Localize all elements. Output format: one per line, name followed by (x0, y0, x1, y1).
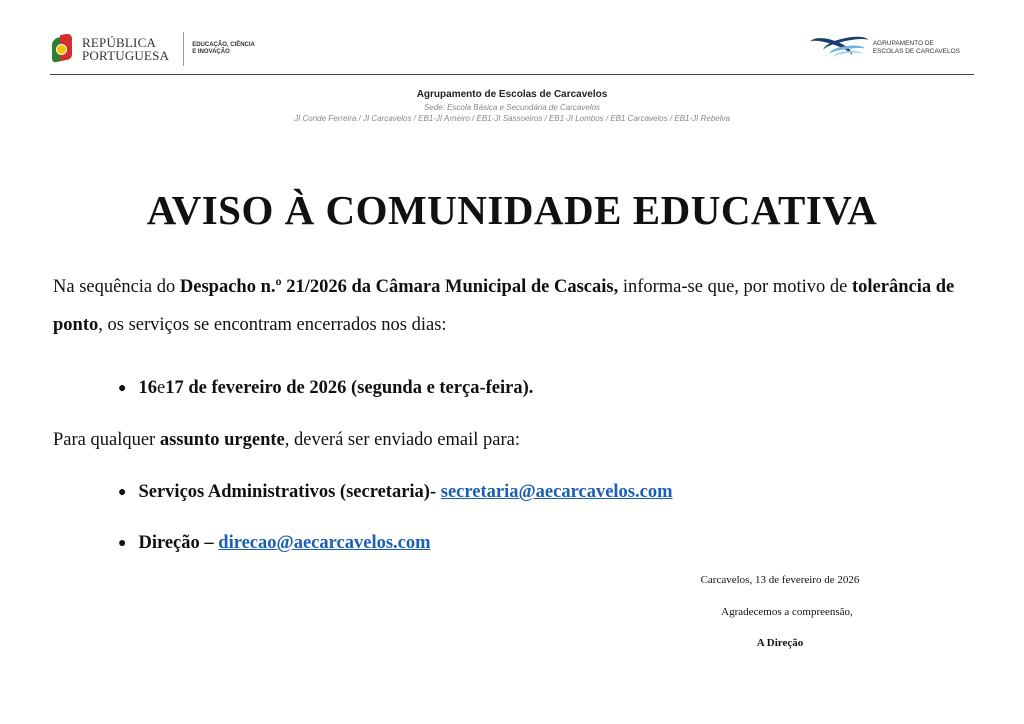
closure-dates-item (118, 378, 533, 399)
org-seat: Sede: Escola Básica e Secundária de Carcavelos (423, 103, 601, 112)
signer: A Direção (756, 637, 804, 649)
contact-direction-label: Direção – (138, 533, 214, 553)
organization-block (0, 88, 1024, 124)
page-title: AVISO À COMUNIDADE EDUCATIVA (146, 187, 878, 233)
text: e (156, 378, 166, 398)
date-17: 17 de fevereiro de 2026 (segunda e terça-feira). (165, 378, 534, 398)
contact-admin-item (118, 482, 673, 503)
decree-reference: Despacho n.º 21/2026 da Câmara Municipal de Cascais, (179, 277, 619, 297)
document-header (50, 30, 974, 75)
secretaria-email-link[interactable]: secretaria@aecarcavelos.com (440, 482, 673, 502)
bullet-icon: ● (118, 380, 127, 396)
contact-admin-label: Serviços Administrativos (secretaria)- (138, 482, 437, 502)
direcao-email-link[interactable]: direcao@aecarcavelos.com (218, 533, 431, 553)
gov-name-line2: PORTUGUESA (82, 48, 170, 63)
text: , deverá ser enviado email para: (284, 430, 520, 450)
school-name-line1: AGRUPAMENTO DE (872, 40, 934, 47)
tolerance-text: tolerância de ponto (53, 277, 955, 335)
ministry-line1: EDUCAÇÃO, CIÊNCIA (192, 42, 255, 48)
contact-direction-item (118, 533, 431, 554)
school-name-line2: ESCOLAS DE CARCAVELOS (872, 48, 960, 55)
ministry-line2: E INOVAÇÃO (192, 49, 230, 55)
org-name: Agrupamento de Escolas de Carcavelos (416, 89, 608, 100)
wing-logo-icon (809, 34, 869, 62)
text: Para qualquer (53, 430, 160, 450)
logo-divider (183, 32, 184, 66)
gov-name-line1: REPÚBLICA (82, 35, 157, 50)
org-schools: JI Conde Ferreira / JI Carcavelos / EB1-JI Arneiro / EB1-JI Sassoeiros / EB1-JI Lombos / EB1 Carcavelos / EB1-JI Rebelva (294, 114, 730, 123)
school-logo (809, 34, 960, 62)
urgent-text: assunto urgente (159, 430, 285, 450)
thanks-text: Agradecemos a compreensão, (721, 606, 853, 618)
bullet-icon: ● (118, 535, 127, 551)
intro-paragraph (53, 268, 983, 344)
place-date: Carcavelos, 13 de fevereiro de 2026 (700, 574, 860, 586)
text: , os serviços se encontram encerrados nos dias: (98, 315, 447, 335)
bullet-icon: ● (118, 484, 127, 500)
portuguese-flag-icon (52, 34, 72, 64)
government-logo (52, 32, 255, 66)
urgent-paragraph (53, 421, 520, 459)
text: informa-se que, por motivo de (618, 277, 852, 297)
text: Na sequência do (53, 277, 180, 297)
date-16: 16 (138, 378, 157, 398)
